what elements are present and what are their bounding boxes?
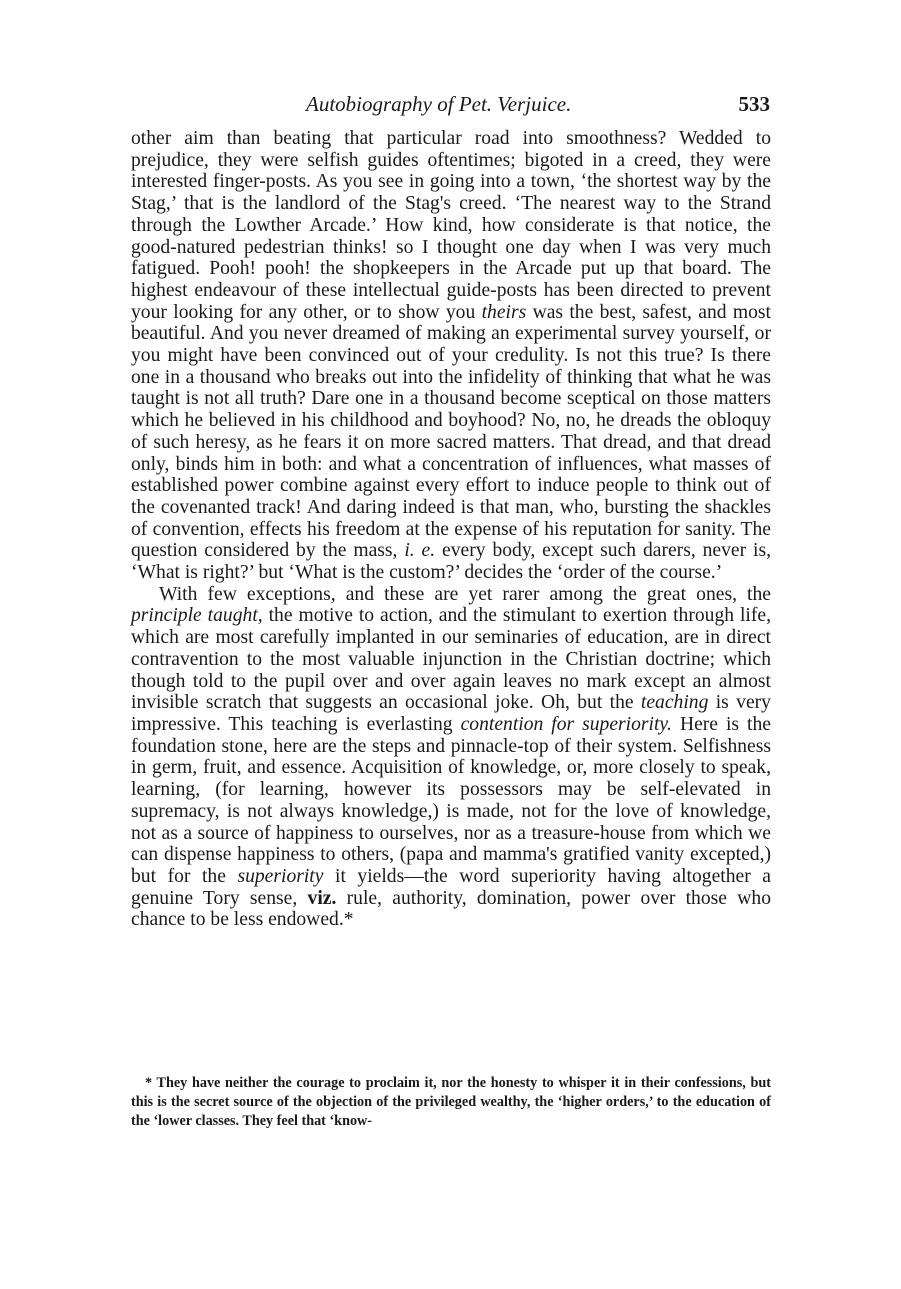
page-header xyxy=(130,92,770,122)
italic-run: principle taught, xyxy=(131,605,263,627)
italic-run: theirs xyxy=(481,301,527,323)
page-number: 533 xyxy=(738,92,770,116)
text-run: Here is the foundation stone, here are the steps and pinnacle-top of their system. Selfishness in germ, fruit, and essence. Acquisition of knowledge, or, more closely to speak, learning, (for learning, however its possessors may be self-elevated in supremacy, is not always knowledge,) is made, not for the love of knowledge, not as a source of happiness to ourselves, nor as a treasure-house from which we can dispense happiness to others, (papa and mamma's gratified vanity excepted,) but for the xyxy=(131,713,771,887)
text-run: it yields—the word superiority having altogether a genuine Tory sense, xyxy=(131,865,771,909)
footnote: * They have neither the courage to proclaim it, nor the honesty to whisper it in their confessions, but this is the secret source of the objection of the privileged wealthy, the ‘higher orders,’ to the education of the ‘lower classes. They feel that ‘know- xyxy=(131,1075,771,1129)
text-run: other aim than beating that particular road into smoothness? Wedded to prejudice, they were selfish guides oftentimes; bigoted in a creed, they were interested finger-posts. As you see in going into a town, ‘the shortest way by the Stag,’ that is the landlord of the Stag's creed. ‘The nearest way to the Strand through the Lowther Arcade.’ How kind, how considerate is that notice, the good-natured pedestrian thinks! so I thought one day when I was very much fatigued. Pooh! pooh! the shopkeepers in the Arcade put up that board. The highest endeavour of these intellectual guide-posts has been directed to prevent your looking for any other, or to show you xyxy=(131,128,771,323)
paragraph xyxy=(131,584,771,931)
paragraph xyxy=(131,128,771,584)
italic-run: teaching xyxy=(640,692,709,714)
running-title: Autobiography of Pet. Verjuice. xyxy=(306,92,572,116)
text-run: With few exceptions, and these are yet rarer among the great ones, the xyxy=(159,583,771,605)
italic-run: superiority xyxy=(237,865,324,887)
body-text xyxy=(131,128,771,931)
text-run: was the best, safest, and most beautiful. And you never dreamed of making an experimental survey yourself, or you might have been convinced out of your credulity. Is not this true? Is there one in a thousand who breaks out into the infidelity of thinking that what he was taught is not all truth? Dare one in a thousand become sceptical on those matters which he believed in his childhood and boyhood? No, no, he dreads the obloquy of such heresy, as he fears it on more sacred matters. That dread, and that dread only, binds him in both: and what a concentration of influences, what masses of established power combine against every effort to induce people to think out of the covenanted track! And daring indeed is that man, who, bursting the shackles of convention, effects his freedom at the expense of his reputation for sanity. The question considered by the mass, xyxy=(131,301,771,562)
text-run: rule, authority, domination, power over those who chance to be less endowed.* xyxy=(131,887,771,931)
italic-run: i. e. xyxy=(404,540,436,562)
text-run: is very impressive. This teaching is everlasting xyxy=(131,692,771,735)
text-run: every body, except such darers, never is, ‘What is right?’ but ‘What is the custom?’ decides the ‘order of the course.’ xyxy=(131,540,771,584)
italic-run: contention for superiority. xyxy=(460,713,672,735)
bold-run: viz. xyxy=(307,887,337,909)
text-run: the motive to action, and the stimulant to exertion through life, which are most carefully implanted in our seminaries of education, are in direct contravention to the most valuable injunction in the Christian doctrine; which though told to the pupil over and over again leaves no mark except an almost invisible scratch that suggests an occasional joke. Oh, but the xyxy=(131,605,771,714)
